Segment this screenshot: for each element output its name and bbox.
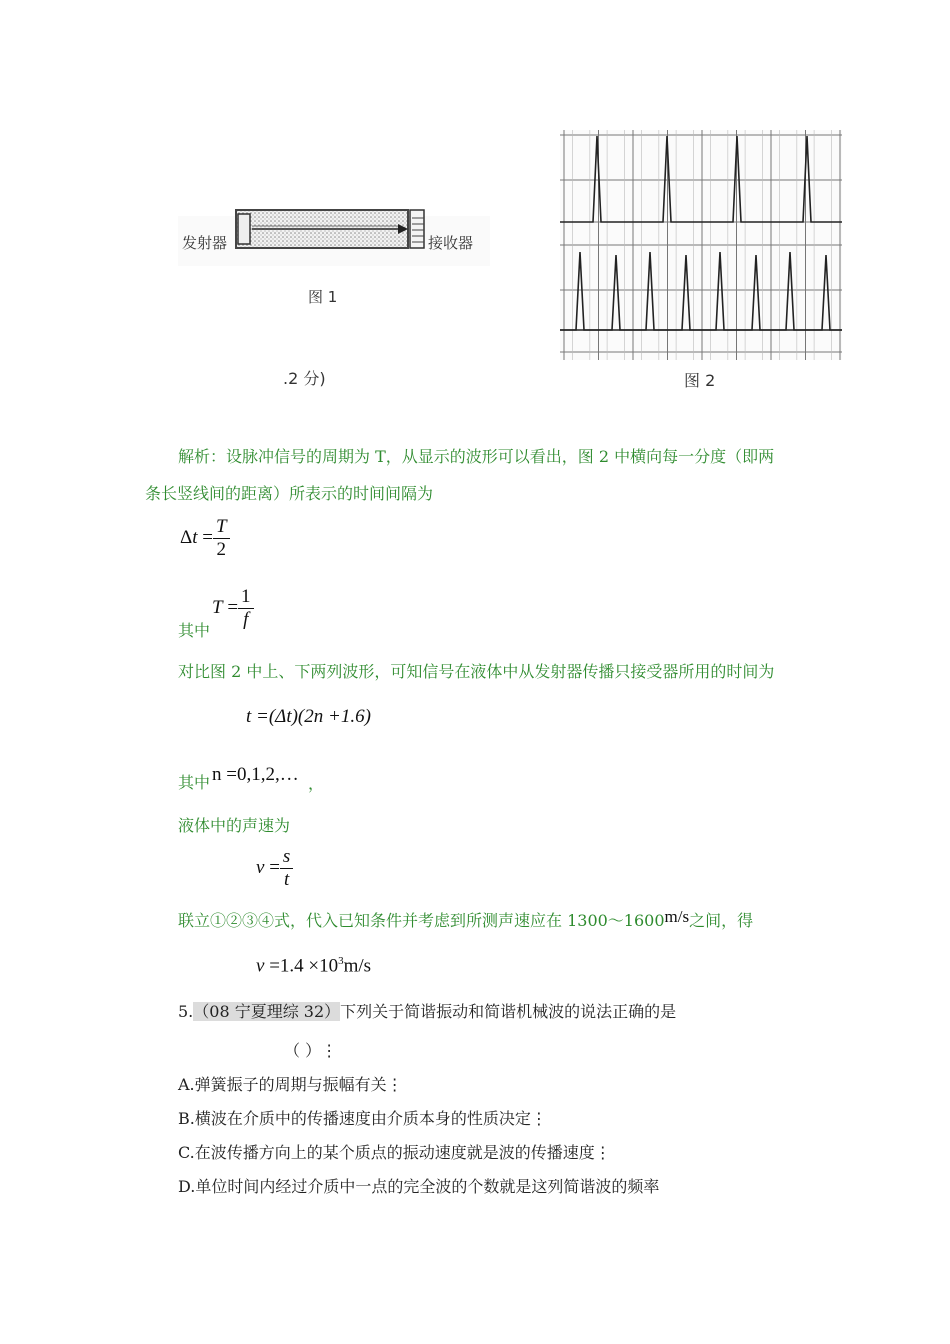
- eq5-denominator: t: [283, 869, 290, 890]
- eq5-equals: =: [264, 856, 280, 878]
- equation-period: [212, 586, 254, 631]
- eq1-denominator: 2: [216, 539, 226, 560]
- figure-1: [178, 196, 490, 396]
- analysis-unit: m/s: [664, 907, 690, 926]
- option-b: B.横波在介质中的传播速度由介质本身的性质决定⋮: [178, 1109, 547, 1128]
- analysis-line-3: 对比图 2 中上、下两列波形，可知信号在液体中从发射器传播只接受器所用的时间为: [178, 662, 775, 681]
- eq1-var: t: [192, 526, 198, 548]
- eq5-numerator: s: [280, 846, 293, 869]
- eq6-value: =1.4 ×10: [264, 955, 339, 977]
- figure-1-fragment: .2 分): [283, 369, 326, 388]
- question-source: （08 宁夏理综 32）: [193, 1002, 341, 1021]
- analysis-line-2: 条长竖线间的距离）所表示的时间间隔为: [145, 484, 434, 503]
- eq1-numerator: T: [213, 516, 230, 539]
- equation-n: n =0,1,2,…: [212, 764, 299, 785]
- figure-1-caption: 图 1: [308, 288, 338, 306]
- eq2-var: T: [212, 596, 223, 618]
- emitter-block: [238, 214, 250, 244]
- analysis-line-5-b: 之间，得: [689, 911, 754, 930]
- eq6-var: v: [256, 955, 265, 977]
- equation-delta-t: [180, 516, 230, 561]
- analysis-line-1: 解析：设脉冲信号的周期为 T，从显示的波形可以看出，图 2 中横向每一分度（即两: [178, 447, 775, 466]
- equation-result: [256, 955, 371, 977]
- qizhong-1: 其中: [178, 621, 211, 640]
- question-text: 下列关于简谐振动和简谐机械波的说法正确的是: [340, 1002, 677, 1021]
- receiver-label: 接收器: [428, 234, 474, 252]
- figure-2: [560, 130, 842, 392]
- option-c: C.在波传播方向上的某个质点的振动速度就是波的传播速度⋮: [178, 1143, 611, 1162]
- eq1-equals: =: [197, 526, 213, 548]
- eq4-comma: ，: [308, 774, 325, 793]
- emitter-label: 发射器: [182, 234, 228, 252]
- answer-blank: （ ）⋮: [284, 1041, 338, 1060]
- qizhong-2: 其中: [178, 773, 211, 792]
- option-a: A.弹簧振子的周期与振幅有关⋮: [178, 1075, 403, 1094]
- analysis-line-5: [178, 907, 754, 932]
- eq2-denominator: f: [243, 609, 249, 630]
- eq1-delta: Δ: [180, 526, 193, 548]
- oscilloscope-grid: [560, 130, 842, 360]
- analysis-line-5-a: 联立①②③④式，代入已知条件并考虑到所测声速应在 1300～1600: [178, 911, 665, 930]
- eq6-unit: m/s: [343, 955, 372, 977]
- analysis-line-4: 液体中的声速为: [178, 816, 291, 835]
- equation-velocity: [256, 846, 293, 891]
- eq2-numerator: 1: [238, 586, 254, 609]
- eq6-exponent: 3: [338, 955, 344, 967]
- eq5-var: v: [256, 856, 265, 878]
- option-d: D.单位时间内经过介质中一点的完全波的个数就是这列简谐波的频率: [178, 1177, 660, 1196]
- figure-2-caption: 图 2: [684, 371, 716, 390]
- eq2-equals: =: [222, 596, 239, 618]
- question-number: 5.: [178, 1002, 194, 1021]
- equation-time: t =(Δt)(2n +1.6): [246, 706, 371, 727]
- question-stem: [178, 1001, 676, 1023]
